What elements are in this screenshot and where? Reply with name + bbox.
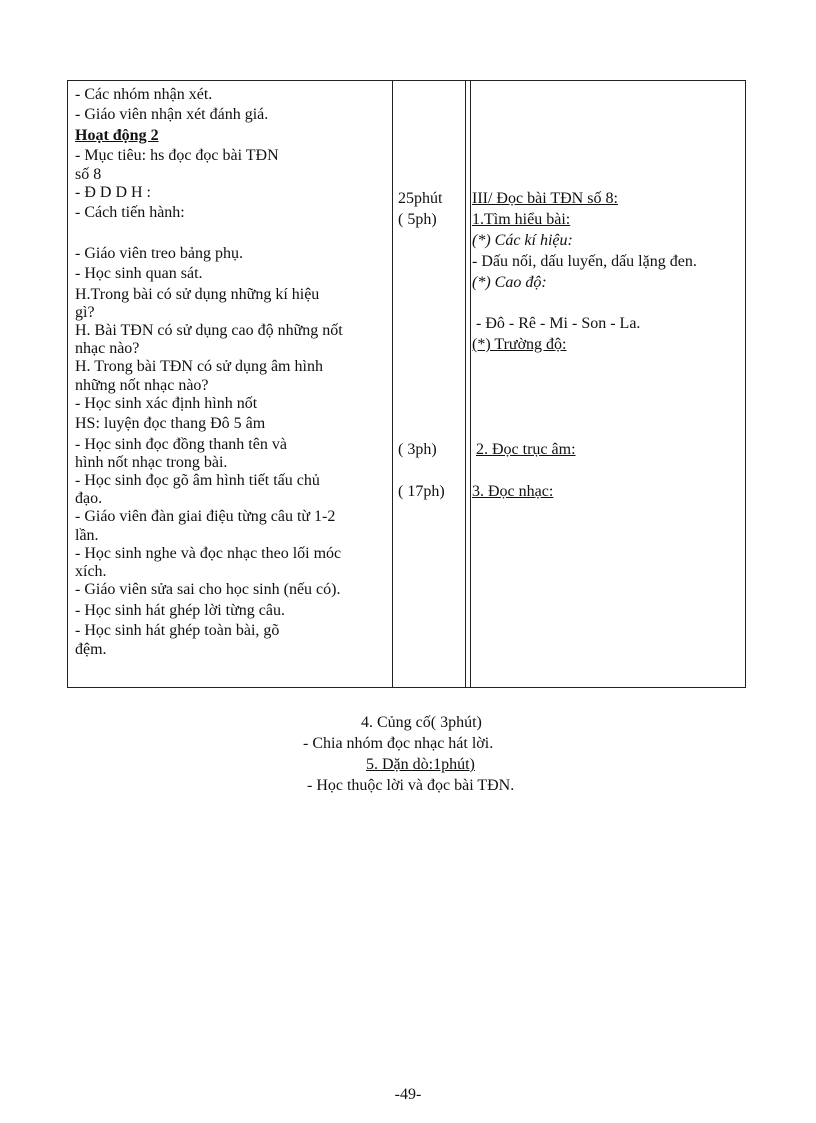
left-line: nhạc nào? [75, 340, 140, 358]
pitch-notes: - Đô - Rê - Mi - Son - La. [476, 315, 641, 332]
left-line: - Giáo viên nhận xét đánh giá. [75, 106, 269, 124]
left-line: xích. [75, 563, 107, 581]
pitch-label: (*) Cao độ: [472, 274, 547, 291]
left-line: - Học sinh nghe và đọc nhạc theo lối móc [75, 544, 342, 562]
left-blank-line [75, 223, 386, 243]
left-line: HS: luyện đọc thang Đô 5 âm [75, 415, 266, 433]
left-line: - Giáo viên sửa sai cho học sinh (nếu có). [75, 581, 341, 599]
left-line: - Mục tiêu: hs đọc đọc bài TĐN [75, 147, 279, 165]
column-divider [470, 81, 471, 687]
time-step-2: ( 3ph) [398, 441, 437, 458]
subsection-title: 1.Tìm hiểu bài: [472, 211, 571, 228]
left-line: những nốt nhạc nào? [75, 376, 209, 394]
left-line: H.Trong bài có sử dụng những kí hiệu [75, 285, 320, 303]
symbols-text: - Dấu nối, dấu luyến, dấu lặng đen. [472, 253, 697, 270]
left-line: - Học sinh quan sát. [75, 265, 203, 283]
left-line: đạo. [75, 490, 103, 508]
left-line: số 8 [75, 165, 102, 183]
homework-heading: 5. Dặn dò:1phút) [366, 756, 475, 773]
homework-text: - Học thuộc lời và đọc bài TĐN. [307, 777, 515, 794]
activities-column [68, 81, 393, 687]
left-line: - Học sinh hát ghép lời từng câu. [75, 601, 285, 619]
time-step-1: ( 5ph) [398, 211, 437, 228]
time-total: 25phút [398, 190, 443, 207]
left-line: - Học sinh xác định hình nốt [75, 394, 258, 412]
left-line: đệm. [75, 640, 107, 658]
lesson-table [67, 80, 746, 688]
time-step-3: ( 17ph) [398, 483, 445, 500]
left-line: - Giáo viên đàn giai điệu từng câu từ 1-2 [75, 508, 336, 526]
left-line: - Học sinh đọc gõ âm hình tiết tấu chủ [75, 472, 320, 490]
left-line: gì? [75, 304, 95, 322]
subsection-title: 3. Đọc nhạc: [472, 483, 554, 500]
section-heading: Hoạt động 2 [75, 126, 159, 144]
left-line: - Giáo viên treo bảng phụ. [75, 244, 243, 262]
left-line: hình nốt nhạc trong bài. [75, 454, 228, 472]
subsection-title: 2. Đọc trục âm: [476, 441, 576, 458]
left-line: - Các nhóm nhận xét. [75, 86, 213, 103]
left-line: - Học sinh hát ghép toàn bài, gõ [75, 622, 280, 640]
left-line: - Học sinh đọc đồng thanh tên và [75, 435, 287, 453]
review-text: - Chia nhóm đọc nhạc hát lời. [303, 735, 494, 752]
left-line: - Đ D D H : [75, 183, 151, 201]
left-line: H. Bài TĐN có sử dụng cao độ những nốt [75, 322, 343, 340]
time-column [393, 81, 466, 687]
content-column [466, 81, 745, 687]
left-line: H. Trong bài TĐN có sử dụng âm hình [75, 358, 323, 376]
left-line: lần. [75, 526, 99, 544]
left-line: - Cách tiến hành: [75, 204, 185, 222]
page-number: -49- [394, 1086, 422, 1103]
symbols-label: (*) Các kí hiệu: [472, 232, 573, 249]
duration-label: (*) Trường độ: [472, 336, 567, 353]
review-heading: 4. Củng cố( 3phút) [361, 714, 482, 731]
section-title: III/ Đọc bài TĐN số 8: [472, 190, 618, 207]
